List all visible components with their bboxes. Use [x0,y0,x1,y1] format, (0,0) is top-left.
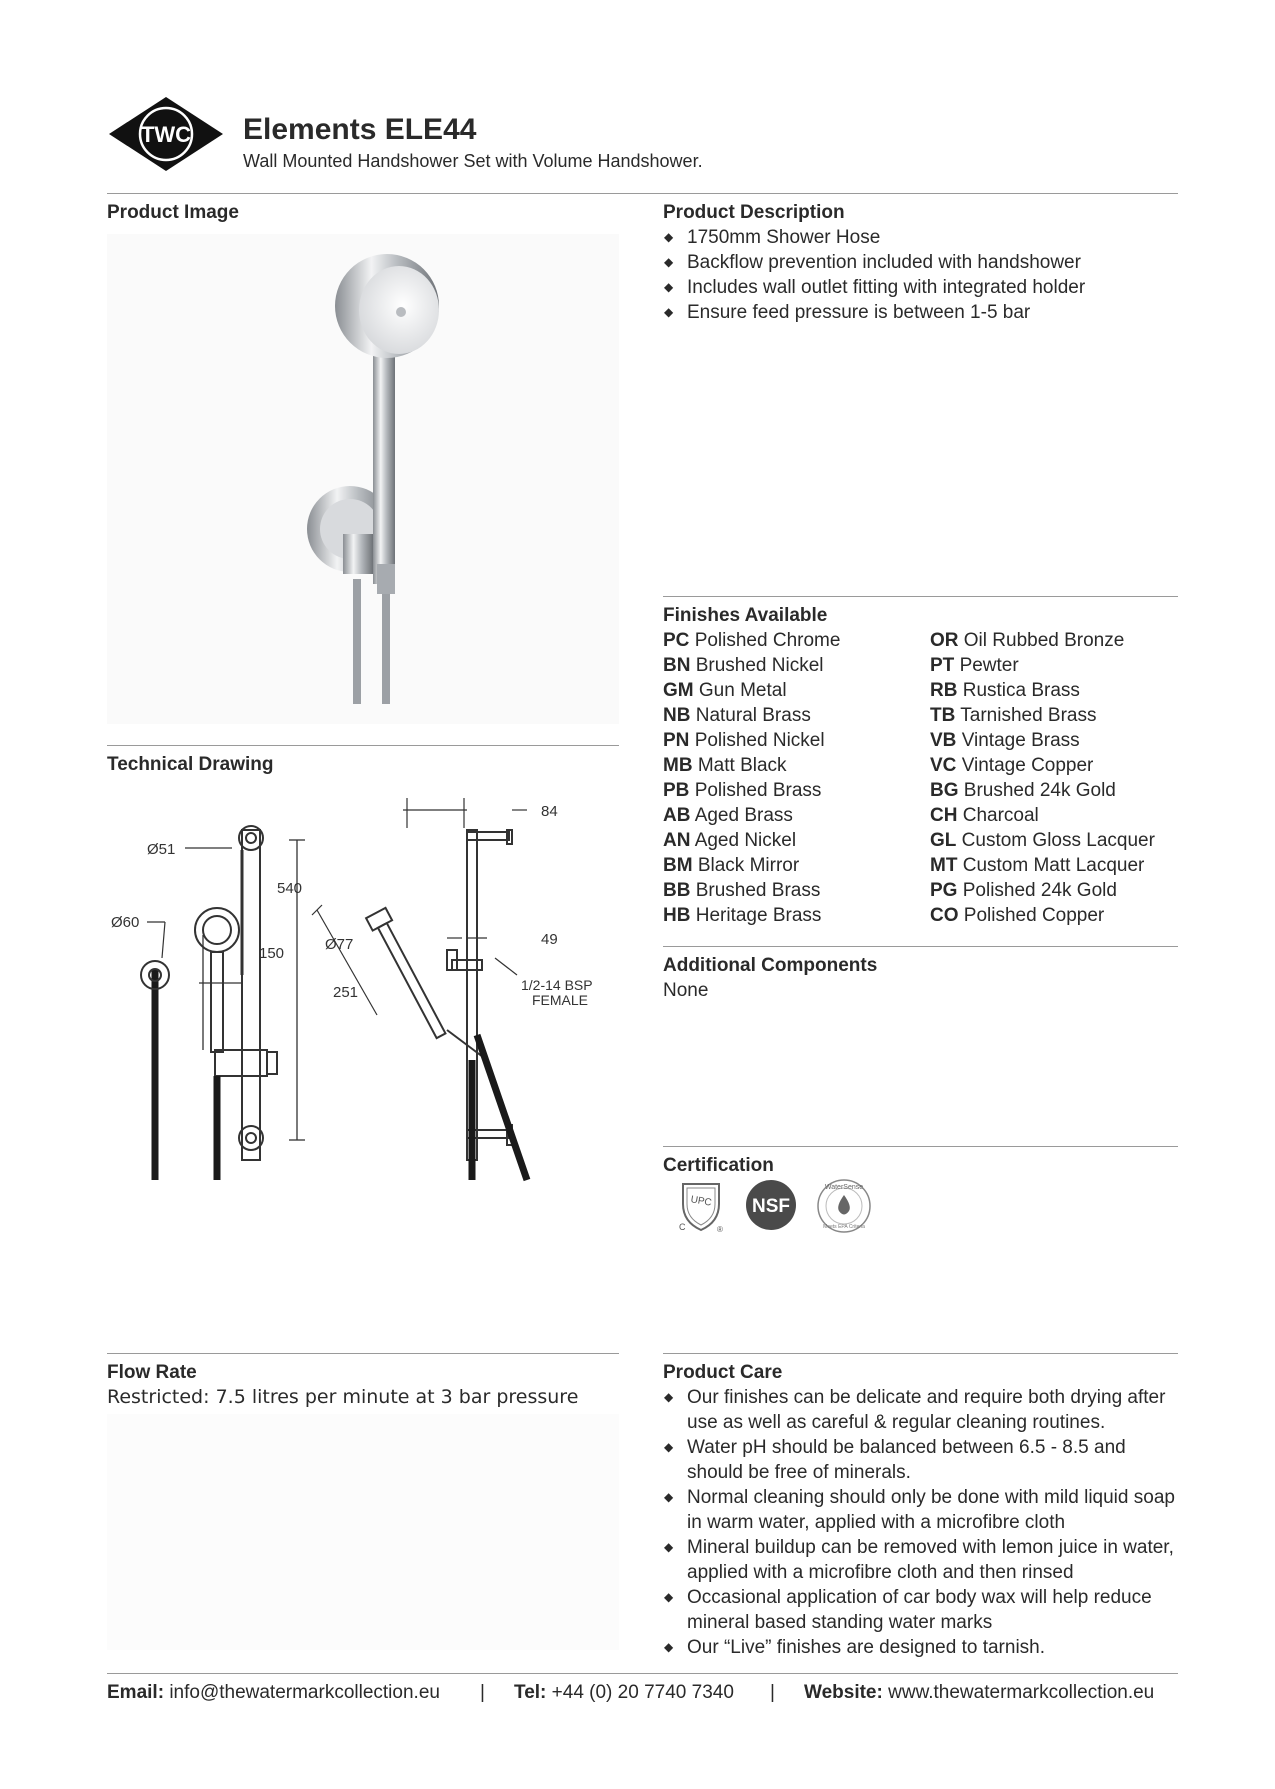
footer-separator: | [770,1682,775,1703]
website-link[interactable]: www.thewatermarkcollection.eu [888,1682,1155,1703]
finish-item: PN Polished Nickel [663,730,825,751]
header-divider [107,193,1178,194]
certification-heading: Certification [663,1155,774,1176]
finish-item: PT Pewter [930,655,1019,676]
additional-components-heading: Additional Components [663,955,878,976]
footer-separator: | [480,1682,485,1703]
email-link[interactable]: info@thewatermarkcollection.eu [169,1682,440,1703]
upc-r: ® [717,1225,723,1234]
finish-item: HB Heritage Brass [663,905,822,926]
finishes-left-column [663,628,840,928]
dim-540: 540 [277,880,303,897]
finish-item: MB Matt Black [663,755,787,776]
watersense-label: WaterSense [824,1184,864,1191]
footer-website: Website: www.thewatermarkcollection.eu [804,1682,1155,1703]
care-item: ◆ Our “Live” finishes are designed to tarnish. [663,1635,1178,1660]
nsf-label: NSF [752,1196,790,1217]
finishes-right-column [930,628,1155,928]
logo-text: TWC [140,122,192,147]
finish-item: RB Rustica Brass [930,680,1080,701]
description-item: ◆ Backflow prevention included with handshower [663,250,1178,275]
finish-item: OR Oil Rubbed Bronze [930,630,1125,651]
finish-item: AB Aged Brass [663,805,793,826]
description-divider [663,596,1178,597]
page-title: Elements ELE44 [243,113,477,146]
finish-item: PC Polished Chrome [663,630,841,651]
footer-phone: Tel: +44 (0) 20 7740 7340 [514,1682,734,1703]
watersense-sub: Meets EPA Criteria [823,1224,865,1230]
finish-item: TB Tarnished Brass [930,705,1097,726]
finish-item: GM Gun Metal [663,680,787,701]
finish-item: VC Vintage Copper [930,755,1094,776]
nsf-badge [745,1179,797,1231]
finish-item: GL Custom Gloss Lacquer [930,830,1155,851]
description-item: ◆ 1750mm Shower Hose [663,225,1178,250]
finish-item: MT Custom Matt Lacquer [930,855,1145,876]
components-divider [663,1146,1178,1147]
product-description-heading: Product Description [663,202,845,223]
finish-item: BN Brushed Nickel [663,655,824,676]
technical-drawing-heading: Technical Drawing [107,754,274,775]
finish-item: CO Polished Copper [930,905,1105,926]
dim-150: 150 [259,945,285,962]
certification-divider [663,1353,1178,1354]
upc-badge [673,1178,729,1234]
phone-link[interactable]: +44 (0) 20 7740 7340 [551,1682,734,1703]
additional-components-value: None [663,980,709,1001]
finish-item: BM Black Mirror [663,855,800,876]
finish-item: NB Natural Brass [663,705,811,726]
dim-female: FEMALE [532,992,589,1008]
care-item: ◆ Normal cleaning should only be done with mild liquid soap in warm water, applied with a microfibre cloth [663,1485,1178,1535]
dim-84: 84 [541,803,558,820]
product-care-heading: Product Care [663,1362,783,1383]
footer-divider [107,1673,1178,1674]
description-list [663,225,1178,325]
finish-item: CH Charcoal [930,805,1039,826]
upc-label: UPC [689,1194,713,1209]
flow-rate-value: Restricted: 7.5 litres per minute at 3 bar pressure [107,1386,579,1408]
flow-rate-panel [107,1414,619,1650]
care-item: ◆ Water pH should be balanced between 6.5 - 8.5 and should be free of minerals. [663,1435,1178,1485]
page-subtitle: Wall Mounted Handshower Set with Volume Handshower. [243,151,703,171]
flow-rate-heading: Flow Rate [107,1362,197,1383]
product-image-heading: Product Image [107,202,239,223]
dim-d51: Ø51 [147,841,176,858]
finish-item: BB Brushed Brass [663,880,821,901]
finish-item: BG Brushed 24k Gold [930,780,1116,801]
dim-49: 49 [541,931,558,948]
drawing-divider [107,1353,619,1354]
finish-item: PG Polished 24k Gold [930,880,1117,901]
finishes-heading: Finishes Available [663,605,828,626]
product-image [107,234,619,724]
care-item: ◆ Occasional application of car body wax will help reduce mineral based standing water marks [663,1585,1178,1635]
watersense-badge [816,1178,872,1234]
brand-logo [107,95,225,173]
technical-drawing [107,790,619,1190]
care-item: ◆ Mineral buildup can be removed with lemon juice in water, applied with a microfibre cloth and then rinsed [663,1535,1178,1585]
dim-d77: Ø77 [325,936,354,953]
care-list [663,1385,1178,1660]
finish-item: AN Aged Nickel [663,830,797,851]
image-divider [107,745,619,746]
finish-item: PB Polished Brass [663,780,822,801]
dim-251: 251 [333,984,359,1001]
footer-email: Email: info@thewatermarkcollection.eu [107,1682,440,1703]
upc-c: C [679,1222,686,1232]
finish-item: VB Vintage Brass [930,730,1080,751]
dim-d60: Ø60 [111,914,140,931]
dim-bsp: 1/2-14 BSP [521,977,593,993]
finishes-divider [663,946,1178,947]
care-item: ◆ Our finishes can be delicate and require both drying after use as well as careful & regular cleaning routines. [663,1385,1178,1435]
description-item: ◆ Ensure feed pressure is between 1-5 bar [663,300,1178,325]
description-item: ◆ Includes wall outlet fitting with integrated holder [663,275,1178,300]
